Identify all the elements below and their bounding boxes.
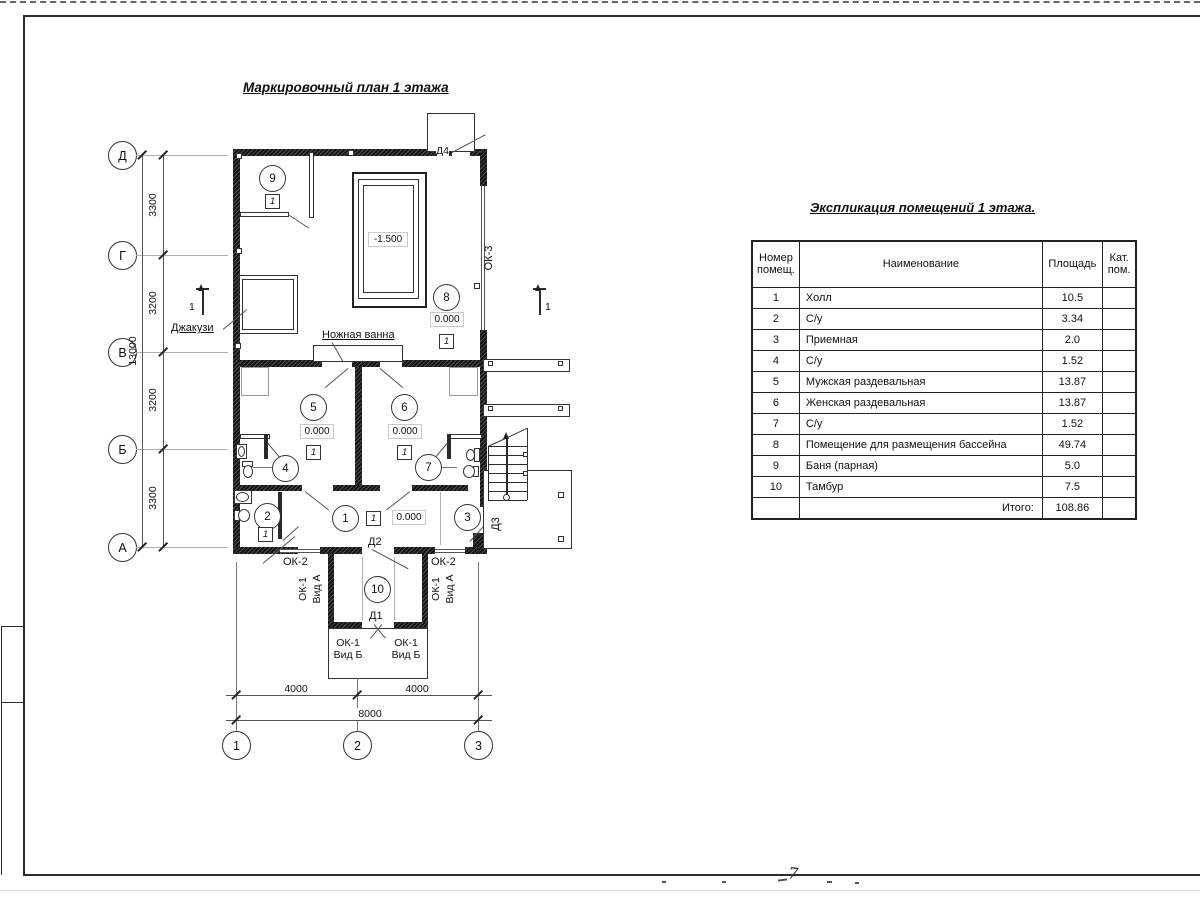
cell-empty bbox=[1102, 497, 1136, 519]
category-marker: 1 bbox=[366, 511, 381, 526]
table-header-row bbox=[752, 241, 1136, 287]
cell-name: Холл bbox=[799, 287, 1042, 308]
cell-name: С/у bbox=[799, 308, 1042, 329]
cell-num: 4 bbox=[752, 350, 799, 371]
window-ok1-left-label: ОК-1 bbox=[297, 577, 309, 601]
margin-box-divider bbox=[1, 626, 23, 627]
pool-level-label: -1.500 bbox=[368, 232, 408, 247]
wc7-partition-top bbox=[450, 434, 482, 439]
room-bubble-2: 2 bbox=[254, 503, 281, 530]
scan-edge-line bbox=[0, 890, 1200, 891]
table-title: Экспликация помещений 1 этажа. bbox=[810, 200, 1036, 215]
toilet-bowl bbox=[238, 509, 250, 522]
dim-label-3300-top: 3300 bbox=[147, 193, 159, 217]
section-arrow-line bbox=[539, 290, 541, 315]
cell-name: С/у bbox=[799, 350, 1042, 371]
cell-name: Мужская раздевальная bbox=[799, 371, 1042, 392]
frame-left bbox=[23, 15, 25, 876]
cell-num: 9 bbox=[752, 455, 799, 476]
window-ok3-marker bbox=[474, 283, 480, 289]
window-ok3-label: ОК-3 bbox=[483, 245, 495, 271]
margin-column-line bbox=[1, 626, 2, 875]
room3-guide-line bbox=[440, 492, 441, 545]
room-bubble-6: 6 bbox=[391, 394, 418, 421]
cell-num: 10 bbox=[752, 476, 799, 497]
wall-bottom-c bbox=[394, 547, 435, 554]
stair-tread bbox=[488, 482, 527, 483]
stair-tread bbox=[488, 473, 527, 474]
dim-label-13000: 13000 bbox=[127, 336, 139, 366]
cell-category bbox=[1102, 287, 1136, 308]
cell-area: 5.0 bbox=[1042, 455, 1102, 476]
dim-label-4000-left: 4000 bbox=[281, 683, 311, 695]
porch-post bbox=[558, 492, 564, 498]
cell-area: 2.0 bbox=[1042, 329, 1102, 350]
wc4-partition-side bbox=[264, 434, 268, 459]
stairs-up-arrow-line bbox=[506, 436, 508, 496]
tambour-guide-line bbox=[394, 557, 395, 620]
toilet-bowl bbox=[463, 465, 475, 478]
window-ok2-right bbox=[435, 549, 465, 553]
header-area: Площадь bbox=[1042, 241, 1102, 287]
cell-category bbox=[1102, 476, 1136, 497]
category-marker: 1 bbox=[258, 527, 273, 542]
wall-vent-marker bbox=[236, 153, 242, 159]
cell-category bbox=[1102, 455, 1136, 476]
cell-area: 7.5 bbox=[1042, 476, 1102, 497]
view-a-right-label: Вид А bbox=[444, 574, 456, 604]
dim-label-3200-upper: 3200 bbox=[147, 291, 159, 315]
table-row bbox=[752, 350, 1136, 371]
wall-hall-north-b bbox=[333, 485, 380, 491]
table-row bbox=[752, 371, 1136, 392]
window-ok1-viewb-right bbox=[388, 637, 424, 661]
header-room-number bbox=[752, 241, 799, 287]
frame-top bbox=[23, 15, 1200, 17]
wall-hall-north-c bbox=[412, 485, 468, 491]
room-bubble-9: 9 bbox=[259, 165, 286, 192]
stair-tread bbox=[488, 455, 527, 456]
stair-side-edge bbox=[488, 446, 489, 501]
axis-line bbox=[136, 352, 228, 353]
window-ok1-right-label: ОК-1 bbox=[430, 577, 442, 601]
cell-area: 1.52 bbox=[1042, 350, 1102, 371]
dim-line-vertical-total bbox=[142, 155, 143, 547]
sauna-partition-vertical bbox=[309, 152, 314, 218]
dim-label-8000: 8000 bbox=[352, 708, 388, 720]
axis-bubble-row-v: В bbox=[108, 338, 137, 367]
header-category bbox=[1102, 241, 1136, 287]
cell-category bbox=[1102, 350, 1136, 371]
sauna-door-swing bbox=[288, 214, 310, 228]
cell-area: 49.74 bbox=[1042, 434, 1102, 455]
beam-post bbox=[488, 361, 493, 366]
table-row bbox=[752, 413, 1136, 434]
dim-label-4000-right: 4000 bbox=[402, 683, 432, 695]
pen-speck bbox=[662, 881, 666, 883]
header-line: Номер bbox=[759, 252, 793, 265]
room-bubble-10: 10 bbox=[364, 576, 391, 603]
pen-speck bbox=[722, 881, 726, 883]
room4-leader bbox=[253, 467, 272, 468]
window-ok2-left bbox=[280, 549, 320, 553]
cell-area: 3.34 bbox=[1042, 308, 1102, 329]
room-bubble-5: 5 bbox=[300, 394, 327, 421]
extension-line-col1 bbox=[236, 562, 237, 731]
axis-bubble-col-3: 3 bbox=[464, 731, 493, 760]
dim-label-3300-bottom: 3300 bbox=[147, 486, 159, 510]
total-label: Итого: bbox=[799, 497, 1042, 519]
table-row bbox=[752, 287, 1136, 308]
section-mark-label: 1 bbox=[545, 301, 551, 313]
total-value: 108.86 bbox=[1042, 497, 1102, 519]
cell-area: 1.52 bbox=[1042, 413, 1102, 434]
sheet-perforation-line bbox=[0, 1, 1200, 3]
cell-name: Приемная bbox=[799, 329, 1042, 350]
sink bbox=[474, 448, 480, 462]
room5-door-swing bbox=[305, 491, 329, 510]
wall-vent-marker bbox=[236, 248, 242, 254]
room-bubble-1: 1 bbox=[332, 505, 359, 532]
level-label-room6: 0.000 bbox=[388, 424, 422, 439]
handwritten-page-note: 7 bbox=[787, 863, 800, 884]
margin-box-divider bbox=[1, 702, 23, 703]
window-ok1-viewb-left bbox=[330, 637, 366, 661]
table-row bbox=[752, 308, 1136, 329]
shower-stall-room6 bbox=[449, 367, 478, 396]
wall-divider-5-6 bbox=[355, 367, 362, 490]
cell-name: Женская раздевальная bbox=[799, 392, 1042, 413]
room-bubble-4: 4 bbox=[272, 455, 299, 482]
beam-post bbox=[488, 406, 493, 411]
room6-door-swing bbox=[386, 491, 410, 510]
room-bubble-7: 7 bbox=[415, 454, 442, 481]
plan-title: Маркировочный план 1 этажа bbox=[243, 80, 449, 95]
header-line: Кат. bbox=[1109, 252, 1129, 265]
wall-vent-marker bbox=[235, 343, 241, 349]
axis-line bbox=[136, 155, 228, 156]
stair-tread bbox=[488, 491, 527, 492]
pen-speck bbox=[855, 882, 859, 884]
extension-line-col2 bbox=[357, 678, 358, 731]
cell-name: Тамбур bbox=[799, 476, 1042, 497]
cell-empty bbox=[752, 497, 799, 519]
cell-category bbox=[1102, 392, 1136, 413]
door-d2-label: Д2 bbox=[368, 536, 382, 548]
pen-speck bbox=[827, 881, 832, 883]
wall-pool-south-a bbox=[240, 360, 322, 367]
cell-area: 13.87 bbox=[1042, 371, 1102, 392]
sink-bowl bbox=[236, 492, 249, 502]
dim-label-3200-lower: 3200 bbox=[147, 388, 159, 412]
cell-num: 2 bbox=[752, 308, 799, 329]
level-label-room8: 0.000 bbox=[430, 312, 464, 327]
stair-tread bbox=[488, 446, 527, 447]
cell-num: 6 bbox=[752, 392, 799, 413]
dim-line-horizontal-total bbox=[226, 720, 492, 721]
tambour-guide-line bbox=[362, 557, 363, 620]
category-marker: 1 bbox=[306, 445, 321, 460]
cell-num: 7 bbox=[752, 413, 799, 434]
wall-pool-south-b bbox=[402, 360, 480, 367]
window-ok2-left-label: ОК-2 bbox=[283, 556, 308, 568]
frame-bottom bbox=[23, 874, 1200, 876]
stair-rail-post bbox=[523, 471, 528, 476]
wall-bottom-b bbox=[320, 547, 362, 554]
door-d4-label: Д4 bbox=[436, 145, 449, 157]
pen-speck bbox=[778, 878, 787, 881]
axis-line bbox=[136, 449, 228, 450]
beam-post bbox=[558, 361, 563, 366]
table-row bbox=[752, 455, 1136, 476]
header-line: пом. bbox=[1107, 264, 1131, 277]
ramp-beam-lower bbox=[483, 404, 570, 417]
cell-category bbox=[1102, 308, 1136, 329]
table-total-row bbox=[752, 497, 1136, 519]
cell-category bbox=[1102, 434, 1136, 455]
wc7-partition-side bbox=[447, 434, 451, 459]
window-ok1-label: ОК-1 bbox=[336, 637, 360, 649]
tambour-wall-left bbox=[328, 554, 334, 628]
cell-category bbox=[1102, 329, 1136, 350]
view-a-left-label: Вид А bbox=[311, 574, 323, 604]
axis-bubble-row-g: Г bbox=[108, 241, 137, 270]
wall-right-upper bbox=[480, 149, 487, 186]
wall-vent-marker bbox=[348, 150, 354, 156]
wall-bottom-d bbox=[465, 547, 478, 554]
wall-top bbox=[233, 149, 452, 156]
table-row bbox=[752, 434, 1136, 455]
category-marker: 1 bbox=[397, 445, 412, 460]
jacuzzi-label: Джакузи bbox=[171, 322, 214, 334]
level-label-room5: 0.000 bbox=[300, 424, 334, 439]
sink-bowl bbox=[238, 446, 245, 457]
axis-bubble-col-2: 2 bbox=[343, 731, 372, 760]
foot-bath bbox=[313, 345, 403, 362]
view-b-label: Вид Б bbox=[333, 649, 363, 661]
room-bubble-8: 8 bbox=[433, 284, 460, 311]
axis-line bbox=[136, 547, 228, 548]
view-b-label: Вид Б bbox=[391, 649, 421, 661]
category-marker: 1 bbox=[265, 194, 280, 209]
porch-post bbox=[558, 536, 564, 542]
axis-bubble-row-a: А bbox=[108, 533, 137, 562]
cell-num: 5 bbox=[752, 371, 799, 392]
cell-name: Помещение для размещения бассейна bbox=[799, 434, 1042, 455]
dim-line-horizontal-segments bbox=[226, 695, 492, 696]
shower-stall-room5 bbox=[241, 367, 269, 396]
cell-name: Баня (парная) bbox=[799, 455, 1042, 476]
axis-line bbox=[136, 255, 228, 256]
cell-area: 10.5 bbox=[1042, 287, 1102, 308]
table-row bbox=[752, 476, 1136, 497]
tambour-wall-right bbox=[422, 554, 428, 628]
sauna-partition-horizontal bbox=[240, 212, 289, 217]
explication-table bbox=[751, 240, 1137, 520]
cell-num: 8 bbox=[752, 434, 799, 455]
jacuzzi-inner bbox=[242, 279, 294, 330]
toilet-bowl bbox=[243, 465, 253, 478]
porch-top bbox=[427, 113, 475, 152]
room-bubble-3: 3 bbox=[454, 504, 481, 531]
cell-category bbox=[1102, 413, 1136, 434]
table-row bbox=[752, 329, 1136, 350]
door-d3-label: Д3 bbox=[490, 517, 502, 531]
header-name: Наименование bbox=[799, 241, 1042, 287]
axis-bubble-col-1: 1 bbox=[222, 731, 251, 760]
stairs-up-arrow-head bbox=[503, 432, 509, 439]
pool-pass-swing-left bbox=[325, 368, 349, 388]
beam-post bbox=[558, 406, 563, 411]
stairs-arrow-base bbox=[503, 494, 510, 501]
category-marker: 1 bbox=[439, 334, 454, 349]
table-row bbox=[752, 392, 1136, 413]
header-line: помещ. bbox=[757, 264, 795, 277]
cell-name: С/у bbox=[799, 413, 1042, 434]
pool-pass-swing-right bbox=[380, 368, 404, 388]
cell-area: 13.87 bbox=[1042, 392, 1102, 413]
stair-tread bbox=[488, 464, 527, 465]
axis-bubble-row-b: Б bbox=[108, 435, 137, 464]
door-d1-label: Д1 bbox=[369, 610, 383, 622]
room7-leader bbox=[442, 467, 457, 468]
level-label-hall: 0.000 bbox=[392, 510, 426, 525]
section-mark-label: 1 bbox=[189, 301, 195, 313]
cell-category bbox=[1102, 371, 1136, 392]
section-arrow-line bbox=[202, 290, 204, 315]
stair-rail-post bbox=[523, 452, 528, 457]
extension-line-col3 bbox=[478, 562, 479, 731]
ramp-beam-upper bbox=[483, 359, 570, 372]
window-ok1-label: ОК-1 bbox=[394, 637, 418, 649]
window-ok2-right-label: ОК-2 bbox=[431, 556, 456, 568]
foot-bath-label: Ножная ванна bbox=[322, 329, 395, 341]
cell-num: 3 bbox=[752, 329, 799, 350]
axis-bubble-row-d: Д bbox=[108, 141, 137, 170]
cell-num: 1 bbox=[752, 287, 799, 308]
